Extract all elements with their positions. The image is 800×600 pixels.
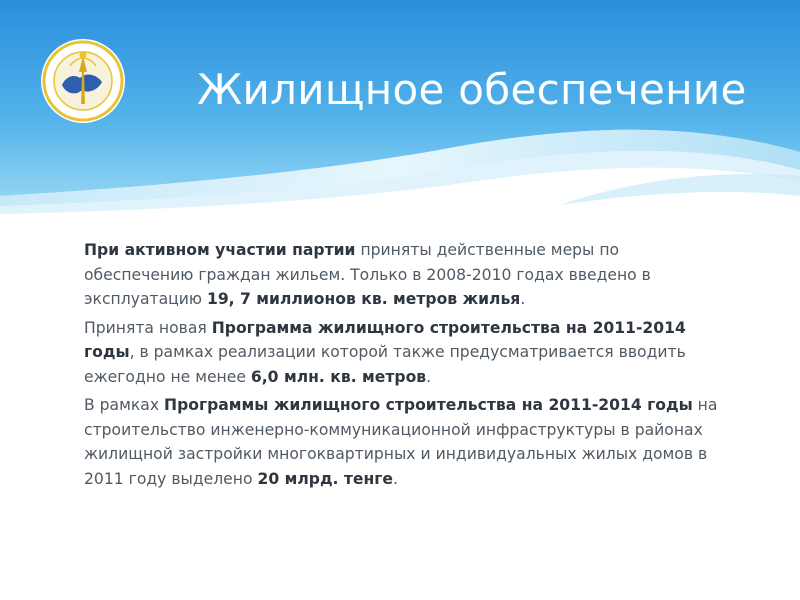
text-run: Принята новая bbox=[84, 318, 212, 337]
paragraph-new-program bbox=[84, 316, 724, 390]
bold-text-run: 19, 7 миллионов кв. метров жилья bbox=[206, 290, 521, 308]
text-run: . bbox=[520, 290, 526, 308]
text-run: В рамках bbox=[84, 396, 165, 414]
slide-body bbox=[84, 238, 724, 495]
text-run: приняты действенные меры по обеспечению граждан жильем. Только в 2008-2010 годах введено в эксплуатацию bbox=[84, 241, 651, 308]
slide-title: Жилищное обеспечение bbox=[197, 65, 747, 114]
bold-text-run: 20 млрд. тенге bbox=[257, 469, 394, 488]
bold-text-run: Программы жилищного строительства на 2011-2014 годы bbox=[164, 396, 693, 414]
bold-text-run: 6,0 млн. кв. метров bbox=[250, 367, 427, 386]
text-run: , в рамках реализации которой также предусматривается вводить ежегодно не менее bbox=[84, 343, 686, 386]
paragraph-infrastructure-funding bbox=[84, 393, 724, 491]
text-run: . bbox=[393, 469, 398, 488]
text-run: . bbox=[426, 367, 432, 386]
text-run: на строительство инженерно-коммуникационной инфраструктуры в районах жилищной застройки многоквартирных и индивидуальных жилых домов в 2011 году выделено bbox=[84, 396, 718, 488]
bold-text-run: При активном участии партии bbox=[84, 241, 356, 259]
bold-text-run: Программа жилищного строительства на 2011-2014 годы bbox=[84, 318, 686, 361]
slide-header bbox=[0, 0, 800, 230]
party-emblem-logo bbox=[40, 38, 126, 124]
paragraph-housing-measures bbox=[84, 238, 724, 312]
